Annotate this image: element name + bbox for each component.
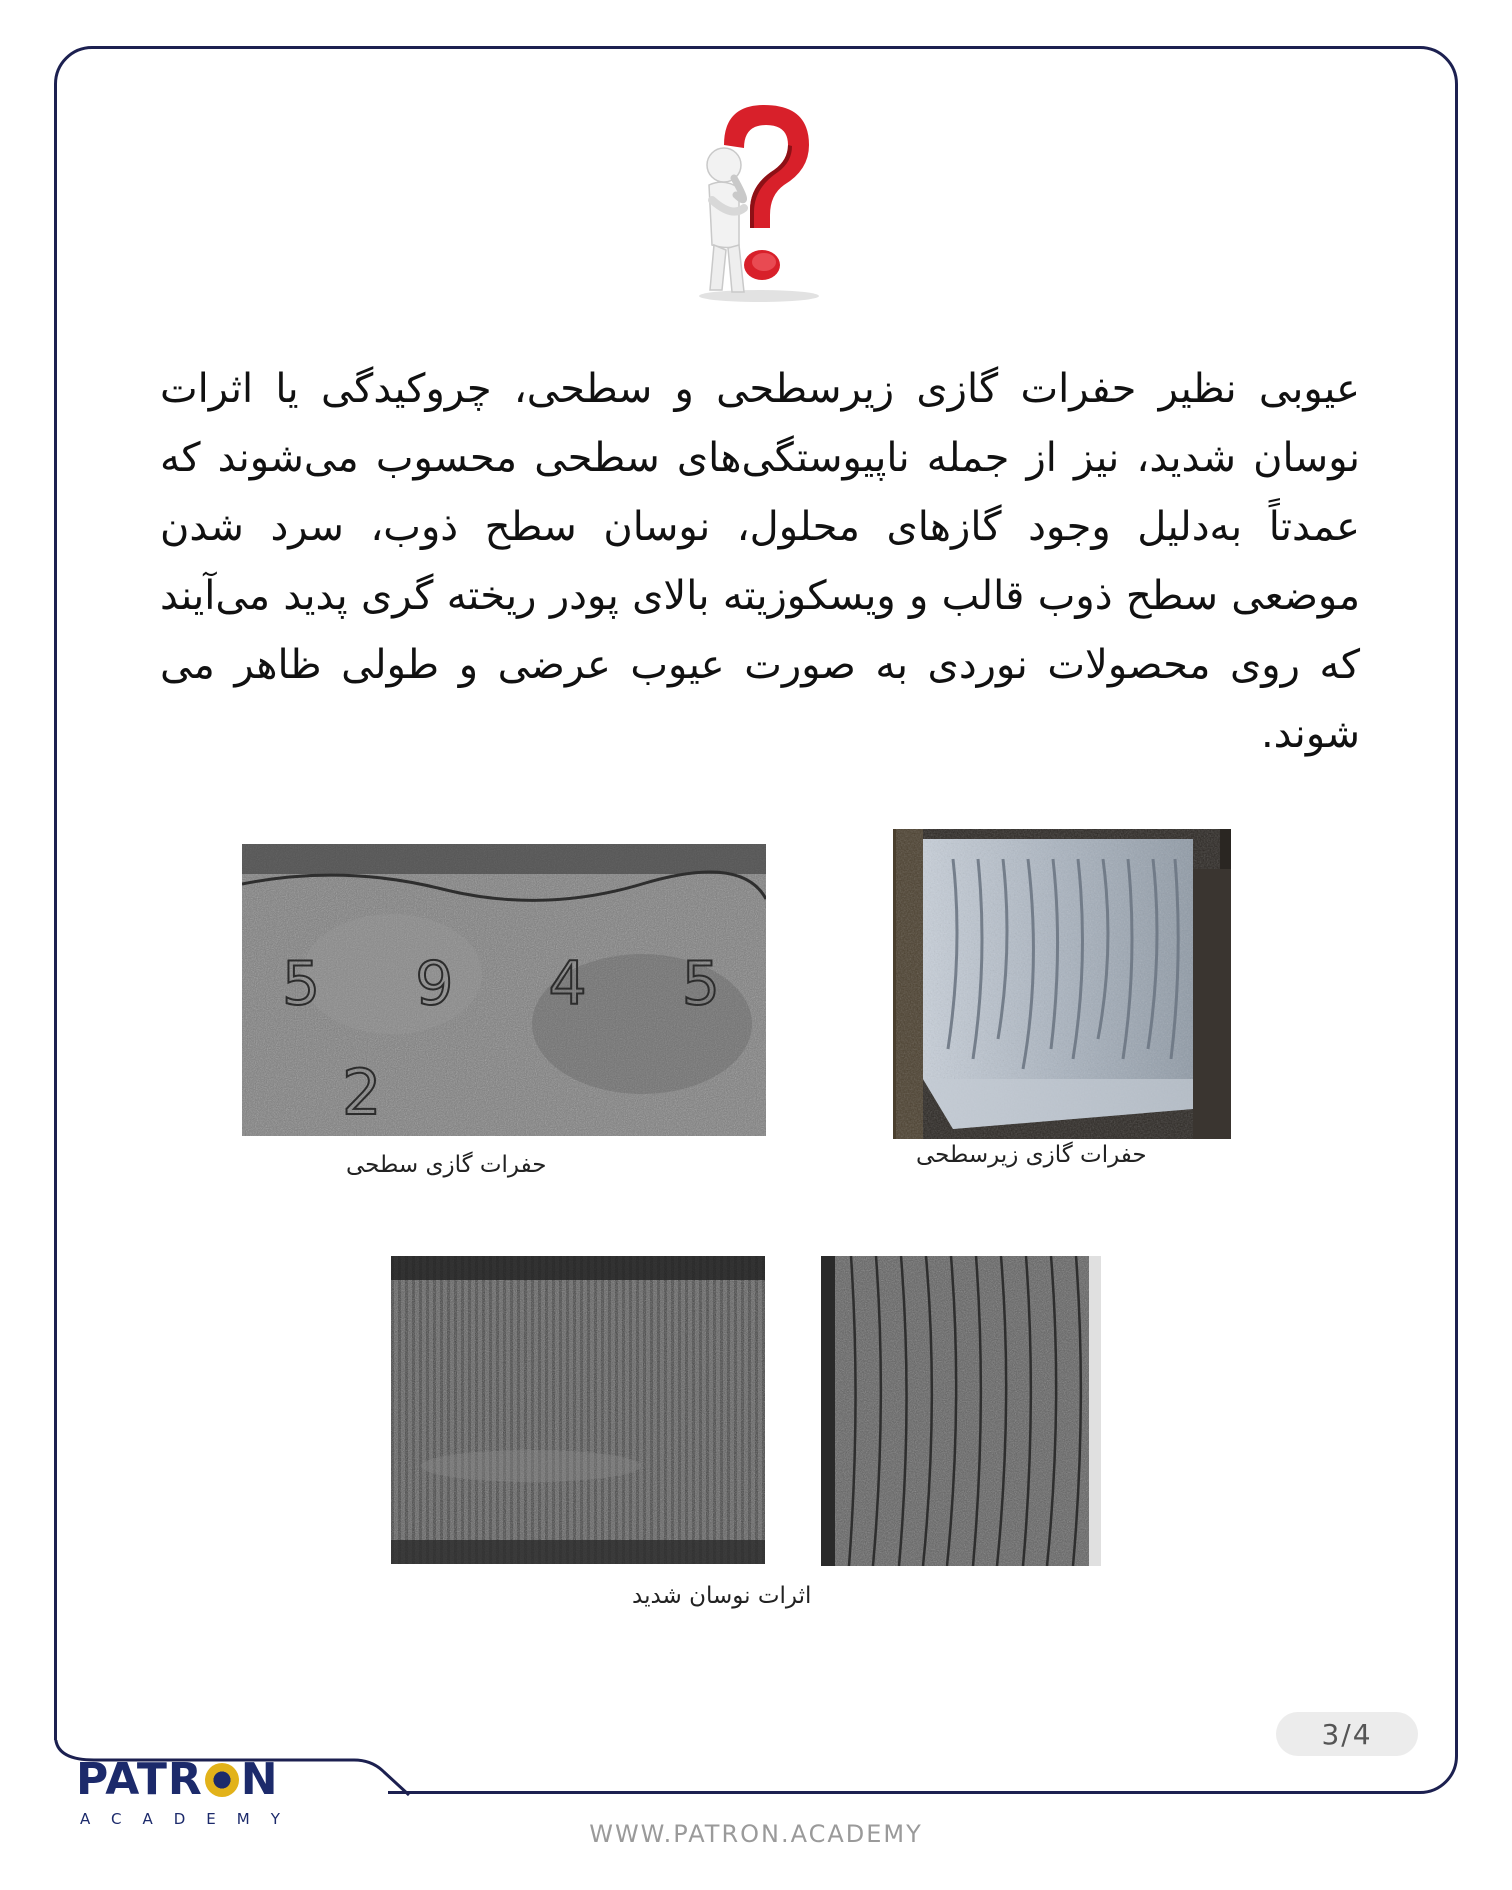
surface-gas-holes-photo — [242, 844, 766, 1136]
oscillation-caption: اثرات نوسان شدید — [632, 1583, 812, 1609]
question-mark-figure-illustration — [684, 100, 834, 310]
logo-subtitle: ACADEMY — [80, 1810, 301, 1828]
patron-academy-logo — [76, 1754, 301, 1828]
stamp-digits: 5 9 4 5 — [282, 949, 758, 1019]
body-paragraph: عیوبی نظیر حفرات گازی زیرسطحی و سطحی، چروکیدگی یا اثرات نوسان شدید، نیز از جمله ناپیوستگی‌های سطحی محسوب می‌شوند که عمدتاً به‌دلیل وجود گازهای محلول، نوسان سطح ذوب، سرد شدن موضعی سطح ذوب قالب و ویسکوزیته بالای پودر ریخته گری پدید می‌آیند که روی محصولات نوردی به صورت عیوب عرضی و طولی ظاهر می شوند. — [160, 366, 1360, 757]
oscillation-marks-photo-right — [821, 1256, 1101, 1566]
surface-gas-caption: حفرات گازی سطحی — [346, 1152, 547, 1178]
page-number: 3/4 — [1276, 1712, 1418, 1756]
stamp-digit-two: 2 — [342, 1056, 382, 1129]
logo-text-part2: N — [240, 1754, 279, 1805]
logo-o-emblem-icon — [205, 1763, 239, 1797]
website-url: WWW.PATRON.ACADEMY — [589, 1820, 923, 1848]
oscillation-marks-photo-left — [391, 1256, 765, 1564]
logo-text-part1: PATR — [76, 1754, 203, 1805]
subsurface-gas-holes-photo — [893, 829, 1231, 1139]
subsurface-gas-caption: حفرات گازی زیرسطحی — [916, 1142, 1147, 1168]
